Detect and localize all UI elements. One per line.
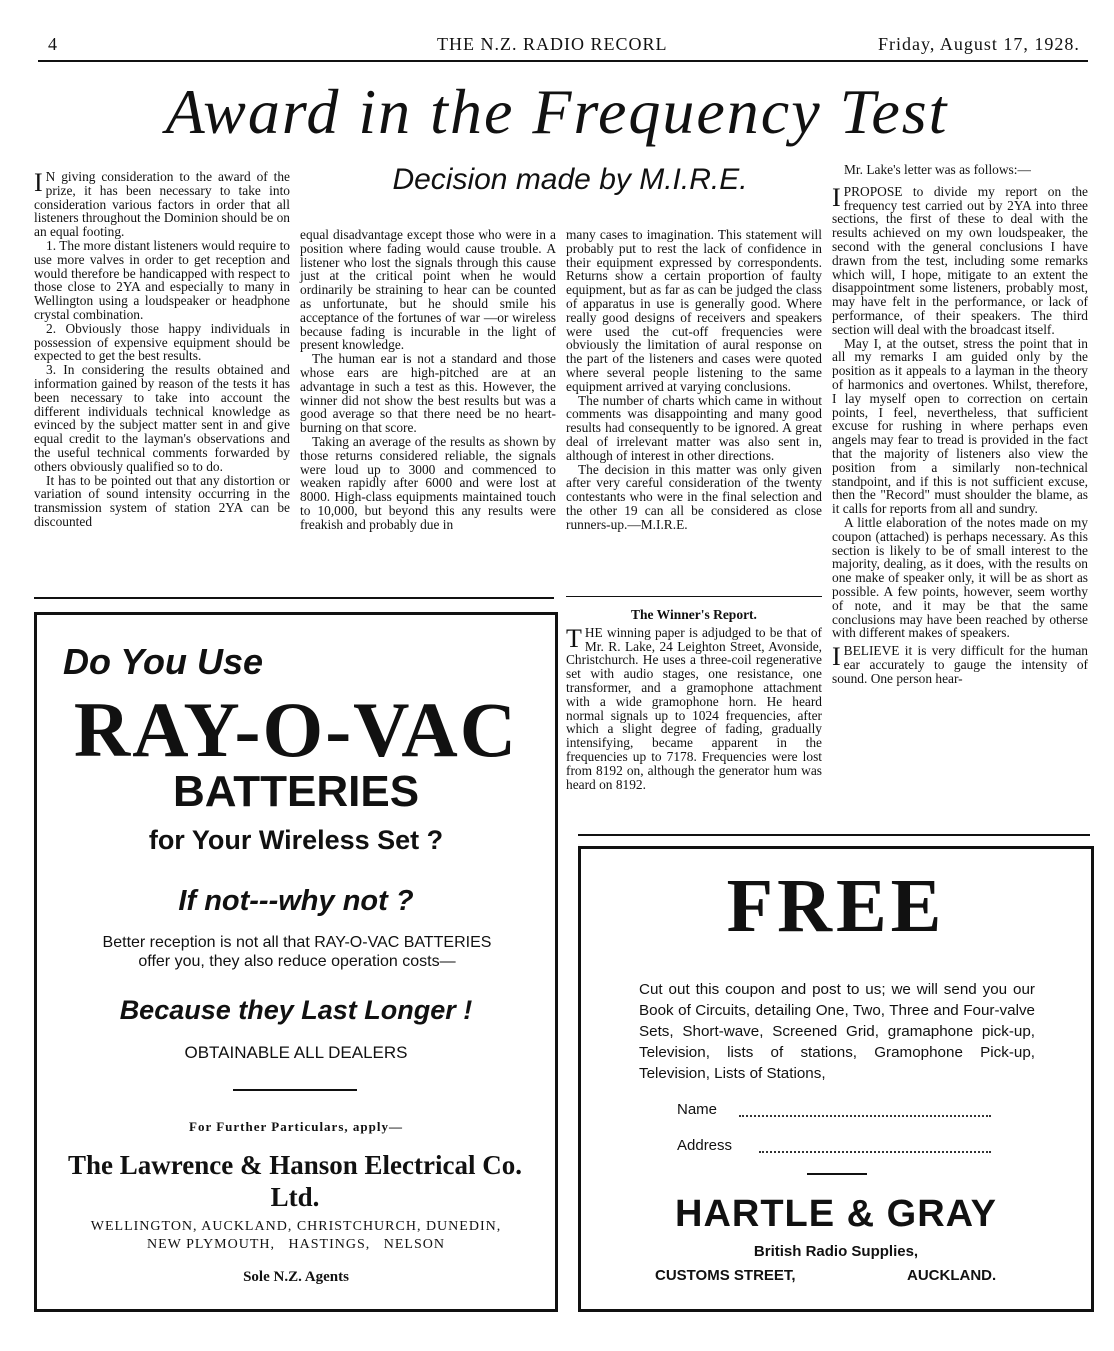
- city: AUCKLAND.: [907, 1267, 997, 1284]
- company-name: HARTLE & GRAY: [675, 1193, 997, 1235]
- header-rule: [38, 60, 1088, 62]
- paragraph: BELIEVE it is very difficult for the human ear accurately to gauge the intensity of sound. One person hear-: [832, 643, 1088, 686]
- paragraph: 1. The more distant listeners would require to use more valves in order to get reception and would therefore be handicapped with respect to those close to 2YA and especially to many in Wellington using a loudspeaker or headphone crystal combination.: [34, 237, 290, 322]
- cities-line: WELLINGTON, AUCKLAND, CHRISTCHURCH, DUNEDIN,: [90, 1219, 502, 1234]
- ad-divider: [233, 1089, 357, 1091]
- paragraph: Mr. Lake's letter was as follows:—: [844, 162, 1031, 177]
- paragraph: May I, at the outset, stress the point that in all my remarks I am guided only by the position as it appeals to a layman in the theory of harmonics and overtones. Whilst, therefore, I lay myself open to correction on certain points, I feel, nevertheless, that sufficient excuse for rushing in where perhaps even angels may fear to tread is provided in the fact that the majority of listeners also view the position from a similarly non-technical standpoint, and if this is not sufficient excuse, then the "Record" must shoulder the blame, as it calls for reports from all and sundry.: [832, 335, 1088, 517]
- article-subtitle: Decision made by M.I.R.E.: [392, 163, 748, 196]
- ad-availability: OBTAINABLE ALL DEALERS: [184, 1043, 408, 1062]
- article-column-2: [300, 228, 556, 532]
- ad-description: Better reception is not all that RAY-O-VAC BATTERIES offer you, they also reduce operation costs—: [102, 934, 492, 970]
- article-column-1: [34, 170, 290, 529]
- paragraph: N giving consideration to the award of the prize, it has been necessary to take into consideration various factors in order that all listeners throughout the Dominion should be on an equal footing.: [34, 169, 290, 240]
- paragraph: A little elaboration of the notes made on my coupon (attached) is perhaps necessary. As this section is likely to be of small interest to the majority, dealing, as it does, with the results on one make of speaker only, it will be as short as possible. A few points, however, seem worthy of note, and it may be that the same conclusions may have been reached by otherse with different makes of speakers.: [832, 514, 1088, 641]
- company-name: The Lawrence & Hanson Electrical Co. Ltd.: [68, 1150, 522, 1212]
- free-coupon-advertisement: [578, 846, 1094, 1312]
- paragraph: Taking an average of the results as shown by those returns considered reliable, the signals were loud up to 3000 and commenced to weaken rapidly after 6000 and were lost at 8000. High-class equipments maintained touch to 10,000, but beyond this any results were freakish and probably due in: [300, 433, 556, 532]
- column-rule: [566, 596, 822, 597]
- ad-divider: [807, 1173, 867, 1175]
- drop-cap: I: [832, 182, 841, 212]
- coupon-description: Cut out this coupon and post to us; we will send you our Book of Circuits, detailing One, Two, Three and Four-valve Sets, Short-wave, Screened Grid, gramaphone pick-up, Television, lists of stations, Gramophone Pick-up, Television, Lists of Stations,: [639, 981, 1035, 1082]
- free-headline: FREE: [726, 864, 946, 948]
- paragraph: The decision in this matter was only given after very careful consideration of the twenty contestants who were in the final selection and the other 19 can all be considered as close runners-up.—M.I.R.E.: [566, 461, 822, 532]
- cities-line: NEW PLYMOUTH, HASTINGS, NELSON: [147, 1237, 445, 1252]
- name-label: Name: [677, 1101, 718, 1118]
- drop-cap: I: [832, 642, 841, 672]
- paragraph: It has to be pointed out that any distortion or variation of sound intensity occurring in the transmission system of station 2YA can be discounted: [34, 472, 290, 529]
- rayovac-advertisement: [34, 612, 558, 1312]
- paragraph: The human ear is not a standard and those whose ears are high-pitched are at an advantage in such a test as this. However, the winner did not show the best results but was a good average so that there need be no heart-burning on that score.: [300, 351, 556, 436]
- paragraph: equal disadvantage except those who were in a position where fading would cause trouble. A listener who lost the signals through this cause just at the critical point when he would ordinarily be straining to hear can be counted as unfortunate, but he should smile his acceptance of the fortunes of war —or wireless because fading is incurable in the light of present knowledge.: [300, 227, 556, 353]
- article-title: Award in the Frequency Test: [165, 76, 949, 147]
- paragraph: PROPOSE to divide my report on the frequency test carried out by 2YA into three sections, the first of these to deal with the results achieved on my own loudspeaker, the second with the general conclusions I have drawn from the test, including some remarks which will, I hope, mitigate to an extent the disappointment some listeners, probably most, may have felt in the performance, or lack of performance, of their speakers. The third section will deal with the broadcast itself.: [832, 183, 1088, 337]
- ad-slogan: Because they Last Longer !: [119, 995, 473, 1025]
- ad-tagline: If not---why not ?: [178, 885, 414, 917]
- paragraph: The number of charts which came in without comments was disappointing and many good results had consequently to be ignored. A great deal of irrelevant matter was also sent in, although of interest in other directions.: [566, 392, 822, 463]
- street-address: CUSTOMS STREET,: [655, 1267, 796, 1284]
- agents-line: Sole N.Z. Agents: [243, 1269, 349, 1285]
- winner-heading: The Winner's Report.: [631, 607, 757, 622]
- name-field[interactable]: [739, 1115, 991, 1117]
- drop-cap: I: [34, 168, 43, 197]
- product-name: BATTERIES: [172, 767, 420, 816]
- publication-name: THE N.Z. RADIO RECORL: [437, 34, 668, 54]
- drop-cap: T: [566, 623, 582, 653]
- column-rule: [34, 597, 554, 599]
- issue-date: Friday, August 17, 1928.: [878, 34, 1080, 54]
- paragraph: HE winning paper is adjudged to be that of Mr. R. Lake, 24 Leighton Street, Avonside, Christchurch. He uses a three-coil regenerative set with audio stages, one resistance, one transformer, and a gramophone attachment with a wide gramophone horn. He heard normal signals up to 1024 frequencies, after which a slight degree of fading, gradually intensifying, became apparent in the frequencies up to 7178. Frequencies were lost from 8192 on, although the generator hum was heard on 8192.: [566, 624, 822, 792]
- article-column-4: [832, 163, 1088, 685]
- ad-intro: Do You Use: [63, 641, 264, 682]
- address-field[interactable]: [759, 1151, 991, 1153]
- ad-apply: For Further Particulars, apply—: [189, 1119, 403, 1134]
- brand-name: RAY-O-VAC: [73, 686, 519, 773]
- company-tagline: British Radio Supplies,: [753, 1243, 919, 1260]
- paragraph: 2. Obviously those happy individuals in possession of expensive equipment should be expected to get the best results.: [34, 320, 290, 364]
- column-rule: [578, 834, 1090, 836]
- article-column-3: [566, 227, 822, 792]
- ad-question: for Your Wireless Set ?: [148, 825, 444, 855]
- address-label: Address: [677, 1137, 733, 1154]
- paragraph: many cases to imagination. This statement will probably put to rest the lack of confidence in their equipment expressed by correspondents. Returns show a certain proportion of faulty equipment, but as far as can be judged the class of apparatus in use is generally good. Where really good designs of receivers and speakers were used the cut-off frequencies were obviously the limitation of aural response on the part of the listeners and cases were quoted where several people listening to the same equipment arrived at varying conclusions.: [566, 227, 822, 394]
- paragraph: 3. In considering the results obtained and information gained by reason of the tests it has been necessary to take into account the different individuals technical knowledge as evinced by the subject matter sent in and give equal credit to the layman's observations and the useful technical comments forwarded by others obviously qualified so to do.: [34, 362, 290, 474]
- page-number: 4: [48, 34, 58, 54]
